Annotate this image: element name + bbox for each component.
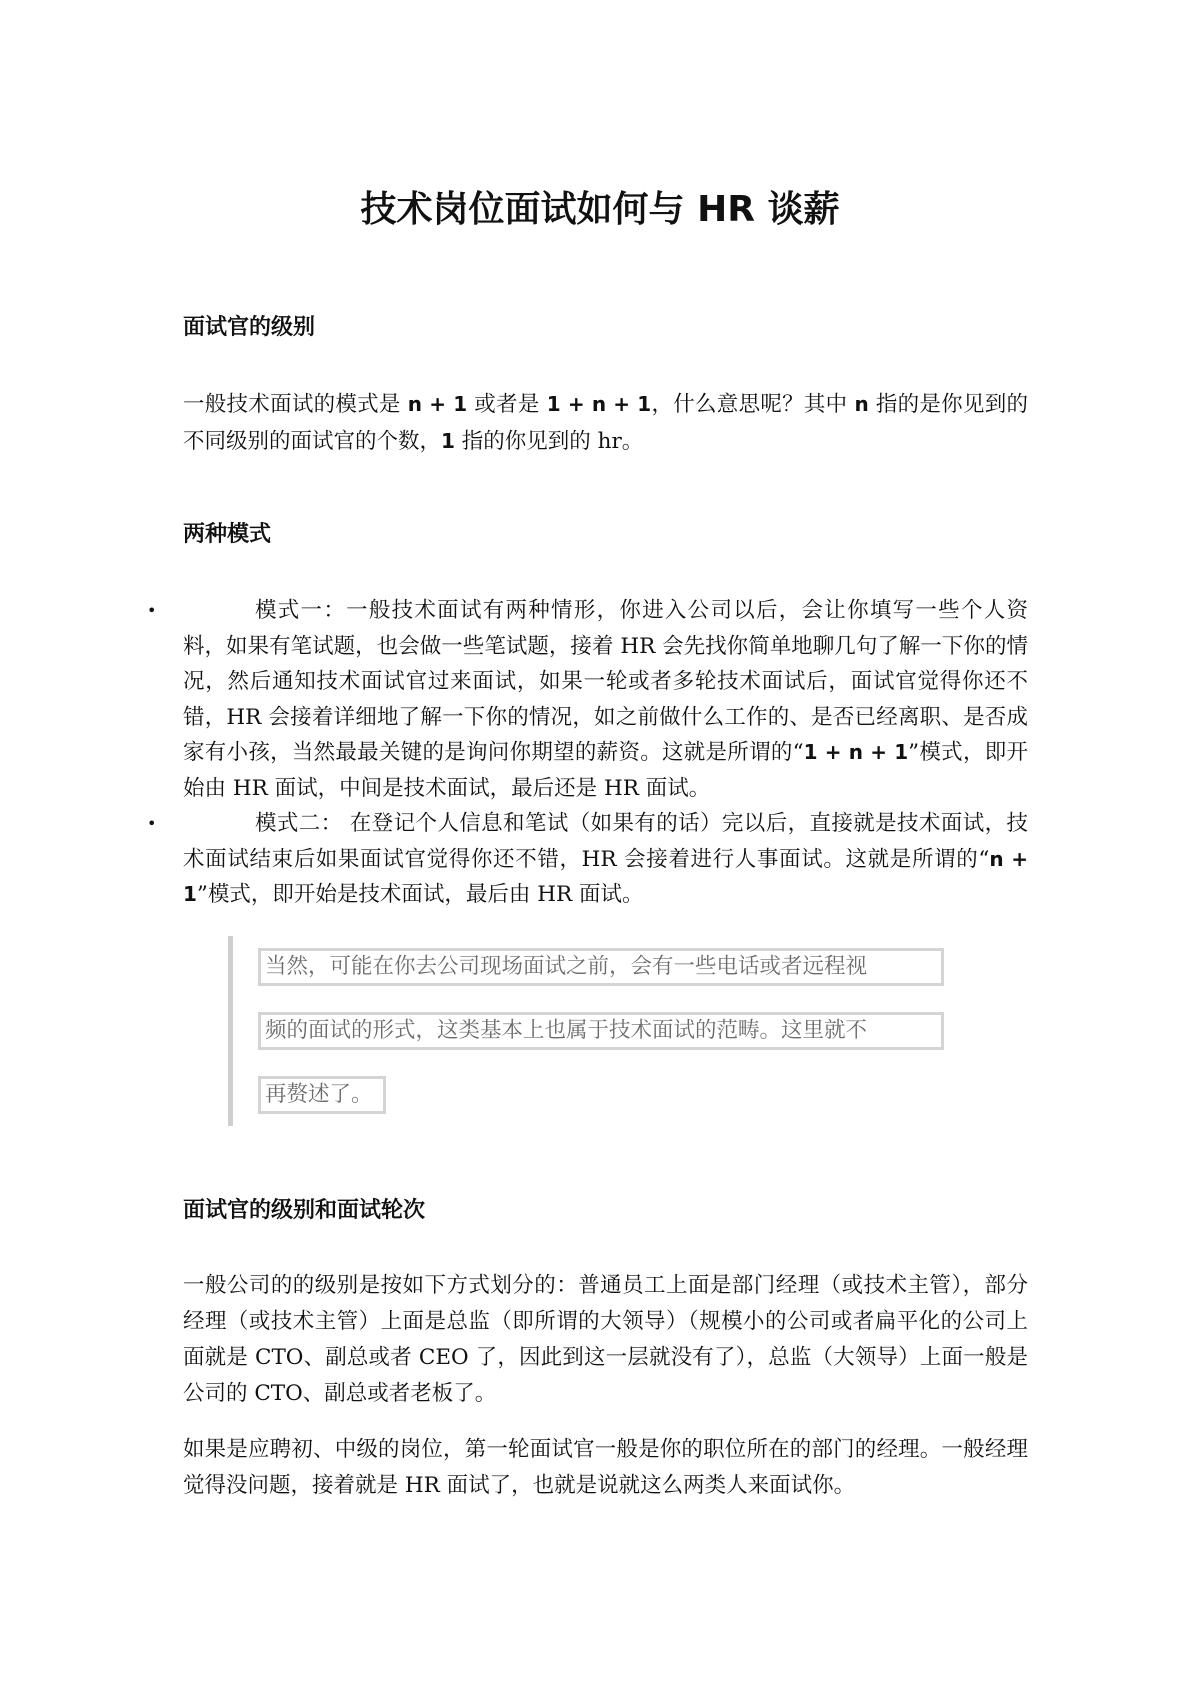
quote-line: 频的面试的形式，这类基本上也属于技术面试的范畴。这里就不 [258, 1012, 944, 1050]
section-heading-two-modes: 两种模式 [183, 522, 272, 547]
paragraph-first-round: 如果是应聘初、中级的岗位，第一轮面试官一般是你的职位所在的部门的经理。一般经理觉得没问题，接着就是 HR 面试了，也就是说就这么两类人来面试你。 [183, 1437, 1028, 1498]
text-run: 指的你见到的 hr。 [454, 429, 644, 454]
paragraph-interview-mode [183, 386, 1028, 460]
text-run: 或者是 [467, 392, 547, 417]
modes-list [147, 593, 1028, 913]
bullet: • [147, 601, 157, 620]
text-run: 指的是你见到的不同级别的面试官的个数， [183, 392, 1028, 454]
list-item [147, 593, 1028, 806]
text-run: ”模式，即开始由 HR 面试，中间是技术面试，最后还是 HR 面试。 [183, 740, 1028, 801]
text-run: 模式一：一般技术面试有两种情形，你进入公司以后，会让你填写一些个人资料，如果有笔试题，也会做一些笔试题，接着 HR 会先找你简单地聊几句了解一下你的情况，然后通知技术面试官过来面试，如果一轮或者多轮技术面试后，面试官觉得你还不错，HR 会接着详细地了解一下你的情况，如之前做什么工作的、是否已经离职、是否成家有小孩，当然最最关键的是询问你期望的薪资。这就是所谓的“ [183, 598, 1028, 765]
quote-line: 再赘述了。 [258, 1076, 386, 1114]
bold-run: 1 + n + 1 [803, 740, 909, 764]
text-run: 模式二： 在登记个人信息和笔试（如果有的话）完以后，直接就是技术面试，技术面试结束后如果面试官觉得你还不错，HR 会接着进行人事面试。这就是所谓的“ [183, 811, 1028, 872]
blockquote [228, 936, 953, 1126]
bold-run: 1 [441, 429, 455, 453]
text-run: 一般技术面试的模式是 [183, 392, 408, 417]
quote-line: 当然，可能在你去公司现场面试之前，会有一些电话或者远程视 [258, 948, 944, 986]
bold-run: n [854, 392, 869, 416]
bold-run: 1 + n + 1 [546, 392, 652, 416]
text-run: ，什么意思呢？其中 [651, 392, 855, 417]
bullet: • [147, 814, 157, 833]
list-item [147, 806, 1028, 913]
bold-run: n + 1 [183, 846, 1028, 906]
bold-run: n + 1 [407, 392, 468, 416]
text-run: ”模式，即开始是技术面试，最后由 HR 面试。 [196, 882, 644, 907]
paragraph-company-levels: 一般公司的的级别是按如下方式划分的：普通员工上面是部门经理（或技术主管），部分经理（或技术主管）上面是总监（即所谓的大领导）（规模小的公司或者扁平化的公司上面就是 CTO、副总或者 CEO 了，因此到这一层就没有了），总监（大领导）上面一般是公司的 CTO、副总或者老板了。 [183, 1273, 1028, 1406]
section-heading-levels-and-rounds: 面试官的级别和面试轮次 [183, 1198, 426, 1223]
document-title: 技术岗位面试如何与 HR 谈薪 [360, 189, 840, 230]
section-heading-interviewer-level: 面试官的级别 [183, 315, 316, 340]
